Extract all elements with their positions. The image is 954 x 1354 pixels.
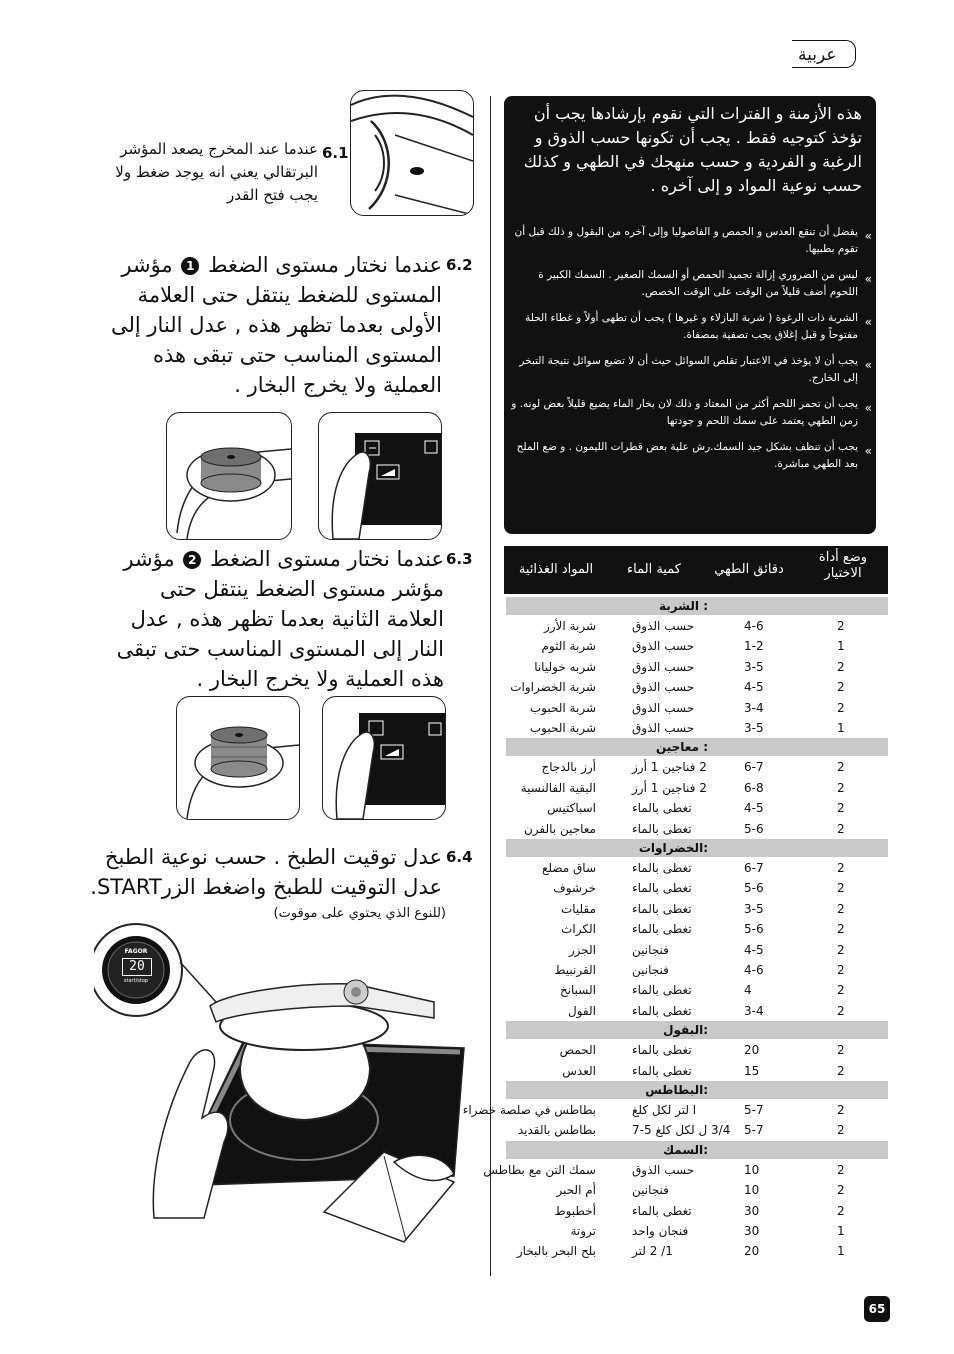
cell-setting: 2	[837, 1043, 845, 1058]
cell-minutes: 5-6	[744, 881, 764, 896]
step-6-3-text-a: عندما نختار مستوى الضغط	[210, 547, 444, 571]
table-row	[492, 1001, 888, 1021]
cell-minutes: 30	[744, 1203, 760, 1218]
table-row	[462, 1100, 888, 1120]
cell-water: فنجانين	[632, 963, 669, 977]
cell-food: شربة الثوم	[541, 639, 596, 654]
table-row	[492, 1120, 888, 1140]
hob-control-illustration-2	[322, 696, 446, 820]
cell-setting: 1	[837, 1224, 845, 1238]
lid-valve-illustration	[350, 90, 474, 216]
cell-minutes: 3-5	[744, 659, 764, 674]
cell-water: تغطى بالماء	[632, 1203, 692, 1218]
cell-setting: 2	[837, 1063, 845, 1078]
cell-food: أرز بالدجاج	[541, 760, 596, 775]
table-section-title: السمك:	[506, 1141, 888, 1159]
cell-water: تغطى بالماء	[632, 922, 692, 937]
cell-water: 3/4 ل لكل كلغ 5-7	[632, 1123, 731, 1138]
cell-food: شربة الحبوب	[529, 700, 596, 715]
cell-setting: 2	[837, 1162, 845, 1177]
table-row	[492, 616, 888, 636]
table-row	[492, 657, 888, 677]
cell-water: تغطى بالماء	[632, 983, 692, 998]
pressure-level-2-icon: 2	[183, 551, 201, 569]
cell-water: تغطى بالماء	[632, 901, 692, 916]
table-row	[492, 1201, 888, 1221]
cell-setting: 2	[837, 780, 845, 795]
cell-food: القرنبيط	[554, 963, 596, 977]
cell-water: تغطى بالماء	[632, 1003, 692, 1018]
pressure-indicator-illustration-1	[166, 412, 292, 540]
table-row	[492, 1180, 888, 1200]
step-6-3-text-b: مؤشر مؤشر مستوى الضغط ينتقل حتى العلامة الثانية بعدما تظهر هذه , عدل النار إلى المستوى المناسب حتى تبقى هذه العملية ولا يخرج البخار .	[116, 547, 444, 691]
cell-setting: 2	[837, 881, 845, 896]
cell-water: تغطى بالماء	[632, 861, 692, 875]
cell-minutes: 30	[744, 1224, 760, 1238]
tip-item: » يفضل أن تنقع العدس و الحمص و الفاصوليا وإلى آخره من البقول و ذلك قبل أن تقوم بطبيها.	[510, 224, 872, 258]
cooking-times-info-box	[504, 96, 876, 534]
cell-food: أم الحبر	[556, 1183, 596, 1198]
cell-setting: 2	[837, 821, 845, 836]
cell-water: تغطى بالماء	[632, 881, 692, 896]
table-row	[492, 819, 888, 839]
cell-minutes: 6-8	[744, 780, 764, 795]
table-row	[492, 899, 888, 919]
cell-setting: 2	[837, 1183, 845, 1198]
cell-minutes: 20	[744, 1244, 760, 1259]
cell-water: 1/ 2 لتر	[632, 1244, 673, 1259]
cell-food: السبانخ	[559, 983, 596, 998]
cell-water: حسب الذوق	[632, 680, 695, 695]
cell-minutes: 3-5	[744, 901, 764, 916]
cell-setting: 2	[837, 659, 845, 674]
cell-food: الكراث	[561, 922, 596, 937]
header-setting: وضع أداة الاختيار	[818, 550, 868, 581]
cell-minutes: 10	[744, 1162, 760, 1177]
table-section-title: معاجين :	[506, 738, 888, 756]
tips-list	[510, 224, 872, 482]
cooker-drawing	[94, 922, 474, 1282]
table-row	[492, 1221, 888, 1241]
cell-minutes: 5-6	[744, 821, 764, 836]
cell-minutes: 5-7	[744, 1103, 764, 1117]
cell-food: بلح البحر بالبخار	[516, 1244, 596, 1259]
cell-water: فنجانين	[632, 942, 669, 957]
indicator-drawing-2	[177, 697, 299, 819]
cell-water: حسب الذوق	[632, 639, 695, 654]
header-water: كمية الماء	[627, 562, 681, 577]
table-row	[492, 1241, 888, 1261]
cell-minutes: 20	[744, 1043, 760, 1058]
cell-minutes: 6-7	[744, 760, 764, 775]
step-6-4-note: (للنوع الذي يحتوي على موقوت)	[273, 906, 446, 921]
tip-item: » ليس من الضروري إزالة تجميد الحمص أو السمك الصغير . السمك الكبير ة اللحوم أضف قليلاً من الوقت على الوقت الخصص.	[510, 267, 872, 301]
cell-water: تغطى بالماء	[632, 1063, 692, 1078]
cell-food: العدس	[562, 1063, 596, 1078]
header-food: المواد الغذائية	[518, 562, 594, 577]
cell-water: فنجان واحد	[632, 1224, 689, 1238]
table-row	[492, 940, 888, 960]
cell-setting: 2	[837, 700, 845, 715]
step-6-3-text	[96, 544, 444, 694]
cell-food: الفول	[568, 1003, 596, 1018]
hob-panel-drawing-2	[323, 697, 445, 819]
table-row	[492, 980, 888, 1000]
header-minutes: دقائق الطهي	[714, 562, 784, 577]
table-section-title: البقول:	[506, 1021, 888, 1039]
cell-water: حسب الذوق	[632, 1162, 695, 1177]
step-6-4-text: عدل توقيت الطبخ . حسب نوعية الطبخ عدل التوقيت للطبخ واضغط الزرSTART.	[90, 845, 442, 899]
language-tab: عربية	[792, 40, 856, 68]
cell-food: سمك التن مع بطاطس	[483, 1162, 596, 1177]
step-6-2-number: 6.2	[446, 256, 473, 274]
cell-setting: 2	[837, 1203, 845, 1218]
table-row	[492, 798, 888, 818]
table-row	[492, 757, 888, 777]
cell-minutes: 15	[744, 1063, 760, 1078]
cell-water: حسب الذوق	[632, 700, 695, 715]
pressure-cooker-illustration	[94, 922, 474, 1282]
step-6-2-text-a: عندما نختار مستوى الضغط	[208, 253, 442, 277]
tip-item: » يجب أن تنظف بشكل جيد السمك.رش علية بعض قطرات الليمون . و ضع الملح بعد الطهي مباشرة.	[510, 439, 872, 473]
cell-water: حسب الذوق	[632, 721, 695, 735]
cell-water: ا لتر لكل كلغ	[632, 1103, 697, 1117]
valve-drawing	[351, 91, 473, 215]
cell-minutes: 4	[744, 983, 752, 998]
cell-minutes: 1-2	[744, 639, 764, 654]
table-row	[492, 1040, 888, 1060]
cell-food: معاجين بالفرن	[523, 821, 596, 836]
info-intro: هذه الأزمنة و الفترات التي نقوم بإرشادها يجب أن تؤخذ كتوجيه فقط . يجب أن تكونها حسب الذوق و الرغبة و الفردية و حسب منهجك في الطهي و كذلك حسب نوعية المواد و إلى آخره .	[523, 104, 862, 195]
cooker-timer-display: 20	[122, 958, 152, 976]
cell-setting: 1	[837, 721, 845, 735]
step-6-3-number: 6.3	[446, 550, 473, 568]
table-row	[492, 677, 888, 697]
table-row	[492, 1061, 888, 1081]
cell-minutes: 4-5	[744, 942, 764, 957]
table-row	[492, 858, 888, 878]
table-row	[492, 698, 888, 718]
tip-item: » الشربة ذات الرغوة ( شربة البازلاء و غيرها ) يجب أن تطهى أولاً و غطاء الحلة مفتوحاً و قبل إغلاق يجب تصفية بمصفاة.	[510, 310, 872, 344]
tip-item: » يجب أن لا يؤخذ في الاعتبار تقلص السوائل حيث أن لا تضيع سوائل نتيجة التبخر إلى الخارج.	[510, 353, 872, 387]
cell-minutes: 4-6	[744, 619, 764, 633]
cell-water: 2 فناجين 1 أرز	[632, 780, 707, 795]
step-6-1-number: 6.1	[322, 144, 349, 162]
indicator-drawing	[167, 413, 291, 539]
table-row	[492, 636, 888, 656]
start-stop-button[interactable]: start/stop	[123, 978, 149, 984]
cell-water: تغطى بالماء	[632, 1043, 692, 1058]
cell-food: شربه خوليانا	[534, 659, 596, 674]
tip-item: » يجب أن تحمر اللحم أكثر من المعتاد و ذلك لان بخار الماء يضيع قليلاً بعض لونه. و زمن الطهي يعتمد على سمك اللحم و جودتها	[510, 396, 872, 430]
step-6-2-text-b: مؤشر المستوى للضغط ينتقل حتى العلامة الأولى بعدما تظهر هذه , عدل النار إلى المستوى المناسب حتى تبقى هذه العملية ولا يخرج البخار .	[111, 253, 442, 397]
cell-water: 2 فناجين 1 أرز	[632, 760, 707, 775]
table-row	[492, 919, 888, 939]
cell-setting: 1	[837, 1244, 845, 1259]
cell-food: اسباكتيس	[547, 801, 596, 816]
cell-food: مقليات	[560, 901, 596, 916]
step-6-1-text: عندما عند المخرج يصعد المؤشر البرتقالي يعني انه يوجد ضغط ولا يجب فتح القدر	[115, 140, 318, 204]
cell-minutes: 10	[744, 1183, 760, 1198]
cell-food: الجزر	[568, 942, 596, 957]
cell-setting: 2	[837, 801, 845, 816]
pressure-indicator-illustration-2	[176, 696, 300, 820]
cell-food: بطاطس بالقديد	[517, 1123, 596, 1138]
cell-food: تروتة	[570, 1224, 596, 1238]
cell-minutes: 3-4	[744, 1003, 764, 1018]
cell-minutes: 5-6	[744, 922, 764, 937]
cell-food: خرشوف	[553, 881, 596, 896]
cell-food: البقية الفالنسية	[520, 780, 596, 795]
cell-food: شربة الخضراوات	[510, 680, 596, 695]
cell-minutes: 4-5	[744, 680, 764, 695]
cell-setting: 2	[837, 1123, 845, 1138]
cell-minutes: 4-6	[744, 963, 764, 977]
cell-water: تغطى بالماء	[632, 821, 692, 836]
step-6-4-number: 6.4	[446, 848, 473, 866]
cell-setting: 2	[837, 619, 845, 633]
cell-setting: 2	[837, 942, 845, 957]
hob-control-illustration-1	[318, 412, 442, 540]
cell-setting: 2	[837, 861, 845, 875]
cell-food: بطاطس في صلصة خضراء	[462, 1103, 596, 1117]
step-6-2-text	[96, 250, 442, 400]
cell-setting: 2	[837, 901, 845, 916]
table-row	[492, 718, 888, 738]
hob-panel-drawing	[319, 413, 441, 539]
cell-food: الحمص	[559, 1043, 596, 1058]
cell-setting: 2	[837, 760, 845, 775]
cell-food: ساق مضلع	[541, 861, 596, 875]
cell-food: شربة الأرز	[543, 619, 596, 633]
cell-water: حسب الذوق	[632, 659, 695, 674]
cell-food: أخطبوط	[554, 1203, 596, 1218]
cell-setting: 1	[837, 639, 845, 654]
cell-water: فنجانين	[632, 1183, 669, 1198]
table-section-title: الخضراوات:	[506, 839, 888, 857]
table-section-title: البطاطس:	[506, 1081, 888, 1099]
cell-setting: 2	[837, 1103, 845, 1117]
cell-setting: 2	[837, 1003, 845, 1018]
cooking-table-header	[504, 546, 888, 594]
cell-setting: 2	[837, 922, 845, 937]
pressure-level-1-icon: 1	[181, 257, 199, 275]
cell-minutes: 5-7	[744, 1123, 764, 1138]
table-section-title: الشربة :	[506, 597, 888, 615]
table-row	[492, 960, 888, 980]
table-row	[483, 1160, 888, 1180]
cell-food: شربة الحبوب	[529, 721, 596, 735]
cell-minutes: 3-5	[744, 721, 764, 735]
table-row	[492, 878, 888, 898]
table-row	[492, 778, 888, 798]
cell-minutes: 3-4	[744, 700, 764, 715]
cell-minutes: 6-7	[744, 861, 764, 875]
page-number: 65	[864, 1296, 890, 1322]
cell-setting: 2	[837, 680, 845, 695]
cell-minutes: 4-5	[744, 801, 764, 816]
cell-setting: 2	[837, 963, 845, 977]
cell-water: حسب الذوق	[632, 619, 695, 633]
cell-water: تغطى بالماء	[632, 801, 692, 816]
cooker-brand-label: FAGOR	[124, 948, 148, 955]
cell-setting: 2	[837, 983, 845, 998]
